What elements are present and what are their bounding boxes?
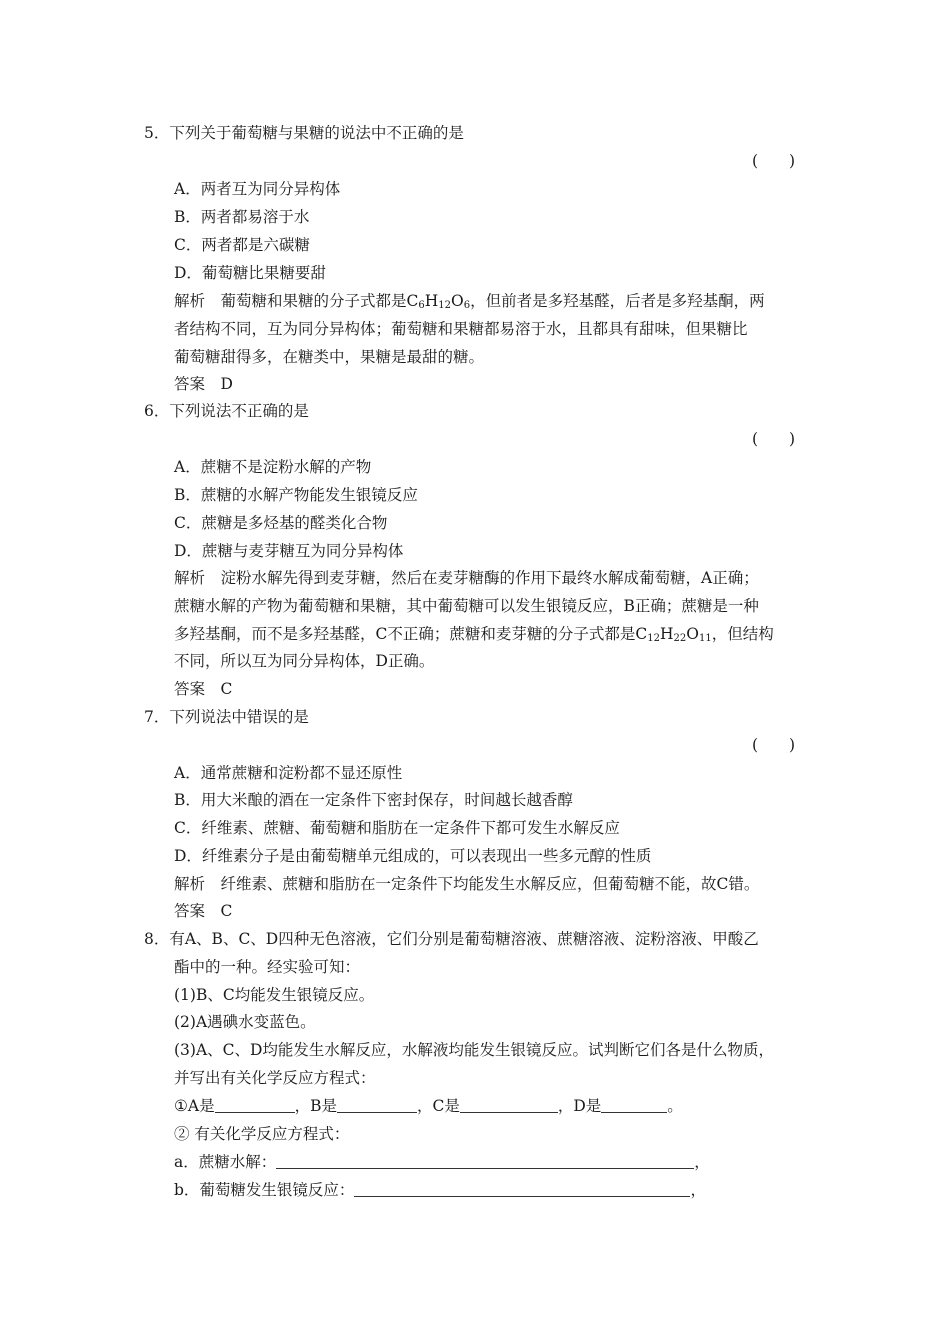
option-c: C．蔗糖是多烃基的醛类化合物: [174, 514, 388, 532]
comma: ，: [690, 1181, 706, 1199]
answer-line: 答案 C: [174, 680, 233, 698]
answer-line: 答案 C: [174, 902, 233, 920]
question-7-stem: 7．下列说法中错误的是: [144, 708, 309, 726]
blank-b[interactable]: [337, 1098, 417, 1113]
option-c: C．纤维素、蔗糖、葡萄糖和脂肪在一定条件下都可发生水解反应: [174, 819, 620, 837]
analysis-line: 者结构不同，互为同分异构体；葡萄糖和果糖都易溶于水，且都具有甜味，但果糖比: [174, 320, 748, 338]
option-c: C．两者都是六碳糖: [174, 236, 310, 254]
equation-a-label: a．蔗糖水解：: [174, 1153, 277, 1171]
condition-3: (3)A、C、D均能发生水解反应，水解液均能发生银镜反应。试判断它们各是什么物质，: [174, 1041, 774, 1059]
fill-in-line: [174, 1096, 683, 1116]
option-b: B．用大米酿的酒在一定条件下密封保存，时间越长越香醇: [174, 791, 573, 809]
option-a: A．通常蔗糖和淀粉都不显还原性: [174, 764, 403, 782]
option-d: D．葡萄糖比果糖要甜: [174, 264, 326, 282]
fill-end: 。: [667, 1097, 683, 1115]
blank-c[interactable]: [460, 1098, 558, 1113]
analysis-line: 解析 葡萄糖和果糖的分子式都是$C_6H_{12}O_6$，但前者是多羟基醛，后者是多羟基酮，两: [174, 292, 765, 311]
answer-bracket: ( ): [752, 736, 796, 754]
analysis-line: 多羟基酮，而不是多羟基醛，C不正确；蔗糖和麦芽糖的分子式都是$C_{12}H_{22}O_{11}$，但结构: [174, 625, 774, 644]
fill-label-d: ，D是: [557, 1097, 602, 1115]
option-a: A．两者互为同分异构体: [174, 180, 341, 198]
question-8-stem: 8．有A、B、C、D四种无色溶液，它们分别是葡萄糖溶液、蔗糖溶液、淀粉溶液、甲酸乙: [144, 930, 759, 948]
answer-bracket: ( ): [752, 152, 796, 170]
equation-b-label: b．葡萄糖发生银镜反应：: [174, 1181, 355, 1199]
condition-2: (2)A遇碘水变蓝色。: [174, 1013, 316, 1031]
analysis-line: 不同，所以互为同分异构体，D正确。: [174, 652, 435, 670]
question-6-stem: 6．下列说法不正确的是: [144, 402, 309, 420]
blank-a[interactable]: [215, 1098, 295, 1113]
comma: ，: [694, 1153, 710, 1171]
question-8-stem-cont: 酯中的一种。经实验可知：: [174, 958, 361, 976]
analysis-line: 蔗糖水解的产物为葡萄糖和果糖，其中葡萄糖可以发生银镜反应，B正确；蔗糖是一种: [174, 597, 759, 615]
equation-a-line: [174, 1152, 710, 1172]
equation-b-line: [174, 1180, 706, 1200]
option-d: D．蔗糖与麦芽糖互为同分异构体: [174, 542, 404, 560]
analysis-line: 解析 纤维素、蔗糖和脂肪在一定条件下均能发生水解反应，但葡萄糖不能，故C错。: [174, 875, 760, 893]
analysis-line: 解析 淀粉水解先得到麦芽糖，然后在麦芽糖酶的作用下最终水解成葡萄糖，A正确；: [174, 569, 759, 587]
option-d: D．纤维素分子是由葡萄糖单元组成的，可以表现出一些多元醇的性质: [174, 847, 652, 865]
blank-equation-a[interactable]: [276, 1154, 694, 1169]
question-5-stem: 5．下列关于葡萄糖与果糖的说法中不正确的是: [144, 124, 464, 142]
option-b: B．蔗糖的水解产物能发生银镜反应: [174, 486, 418, 504]
analysis-line: 葡萄糖甜得多，在糖类中，果糖是最甜的糖。: [174, 348, 485, 366]
option-b: B．两者都易溶于水: [174, 208, 310, 226]
condition-3-cont: 并写出有关化学反应方程式：: [174, 1069, 376, 1087]
condition-1: (1)B、C均能发生银镜反应。: [174, 986, 375, 1004]
fill-label-a: ①A是: [174, 1097, 215, 1115]
equation-title: ② 有关化学反应方程式：: [174, 1125, 350, 1143]
option-a: A．蔗糖不是淀粉水解的产物: [174, 458, 372, 476]
fill-label-b: ，B是: [294, 1097, 337, 1115]
blank-equation-b[interactable]: [354, 1182, 690, 1197]
fill-label-c: ，C是: [416, 1097, 460, 1115]
blank-d[interactable]: [601, 1098, 667, 1113]
answer-bracket: ( ): [752, 430, 796, 448]
answer-line: 答案 D: [174, 375, 233, 393]
